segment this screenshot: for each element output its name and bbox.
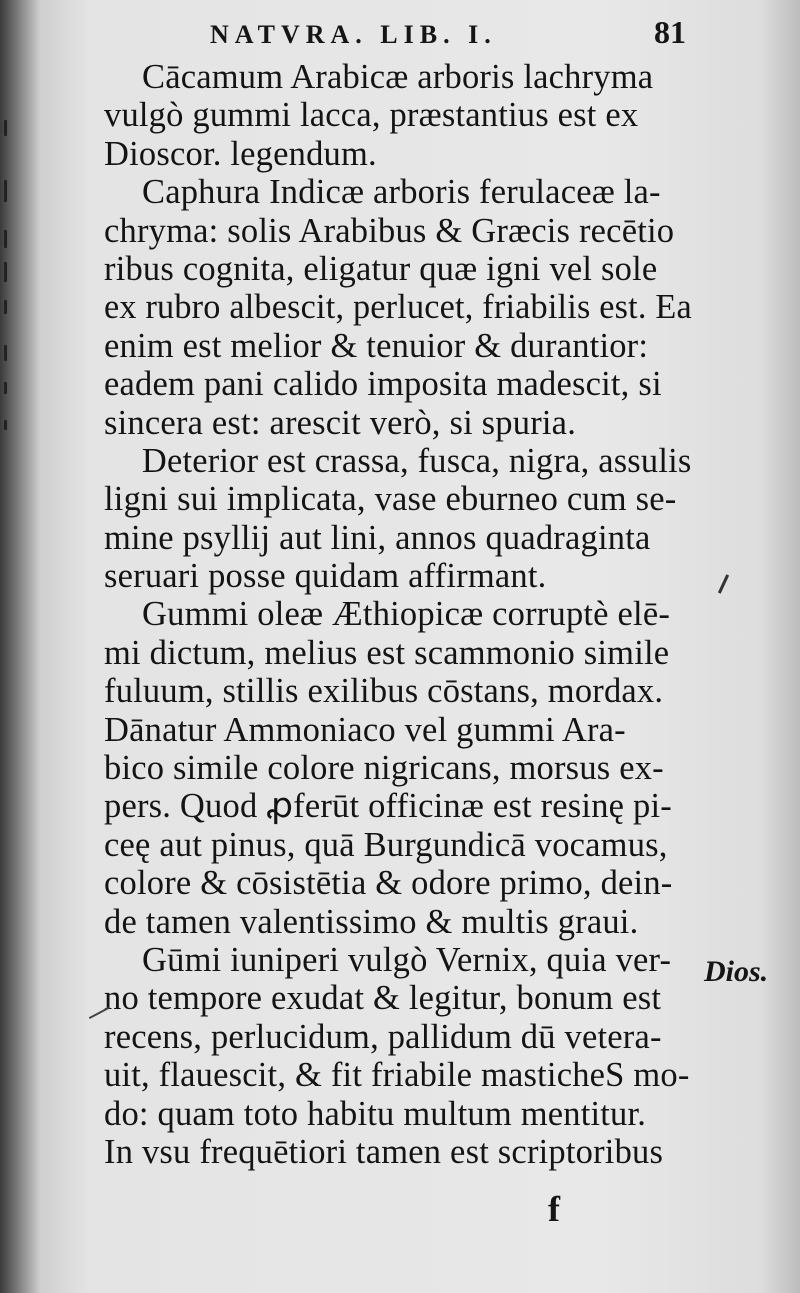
text-line: Cācamum Arabicæ arboris lachryma (142, 58, 654, 96)
text-line: uit, flauescit, & fit friabile masticheS mo- (104, 1056, 690, 1095)
gutter-mark (4, 180, 7, 202)
text-line: Gummi oleæ Æthiopicæ corruptè elē- (142, 595, 671, 634)
text-line: ex rubro albescit, perlucet, friabilis est. Ea (104, 288, 692, 327)
text-line: In vsu frequētiori tamen est scriptoribus (104, 1132, 664, 1171)
text-line: colore & cōsistētia & odore primo, dein- (104, 864, 673, 903)
text-line: do: quam toto habitu multum mentitur. (104, 1094, 647, 1133)
text-line: ribus cognita, eligatur quæ igni vel sole (104, 249, 658, 288)
text-line: enim est melior & tenuior & durantior: (104, 326, 649, 365)
page-header (100, 14, 690, 54)
text-line: fuluum, stillis exilibus cōstans, mordax. (104, 672, 664, 711)
text-line: Dioscor. legendum. (104, 134, 377, 173)
ink-mark (718, 574, 729, 593)
gutter-mark (4, 120, 7, 136)
text-line: seruari posse quidam affirmant. (104, 557, 547, 596)
gutter-mark (4, 300, 7, 314)
running-title: NATVRA. LIB. I. (210, 20, 497, 49)
main-text-block (104, 58, 692, 1171)
text-line: chryma: solis Arabibus & Græcis recētio (104, 211, 675, 250)
text-line: Deterior est crassa, fusca, nigra, assulis (141, 441, 692, 480)
gutter-mark (4, 420, 7, 430)
text-line: mi dictum, melius est scammonio simile (104, 633, 670, 672)
text-line: bico simile colore nigricans, morsus ex- (104, 749, 664, 788)
text-line: Dānatur Ammoniaco vel gummi Ara- (104, 710, 626, 749)
text-line: de tamen valentissimo & multis graui. (104, 902, 639, 941)
gutter-mark (4, 345, 7, 361)
gutter-mark (4, 382, 7, 394)
gutter-mark (4, 262, 7, 282)
text-line: ligni sui implicata, vase eburneo cum se- (104, 480, 677, 519)
text-line: no tempore exudat & legitur, bonum est (104, 979, 662, 1018)
text-line: pers. Quod ꝓferūt officinæ est resinę pi- (104, 787, 672, 826)
catchword: f (548, 1189, 560, 1229)
text-line: eadem pani calido imposita madescit, si (104, 365, 662, 404)
text-line: ceę aut pinus, quā Burgundicā vocamus, (104, 825, 668, 864)
text-line: recens, perlucidum, pallidum dū vetera- (104, 1017, 662, 1056)
text-line: Caphura Indicæ arboris ferulaceæ la- (142, 173, 661, 212)
text-line: sincera est: arescit verò, si spuria. (104, 403, 577, 442)
text-line: mine psyllij aut lini, annos quadraginta (104, 518, 651, 557)
gutter-mark (4, 230, 7, 248)
text-line: vulgò gummi lacca, præstantius est ex (104, 96, 639, 135)
page-number: 81 (654, 14, 686, 50)
text-line: Gūmi iuniperi vulgò Vernix, quia ver- (142, 940, 672, 979)
margin-note: Dios. (704, 955, 769, 988)
